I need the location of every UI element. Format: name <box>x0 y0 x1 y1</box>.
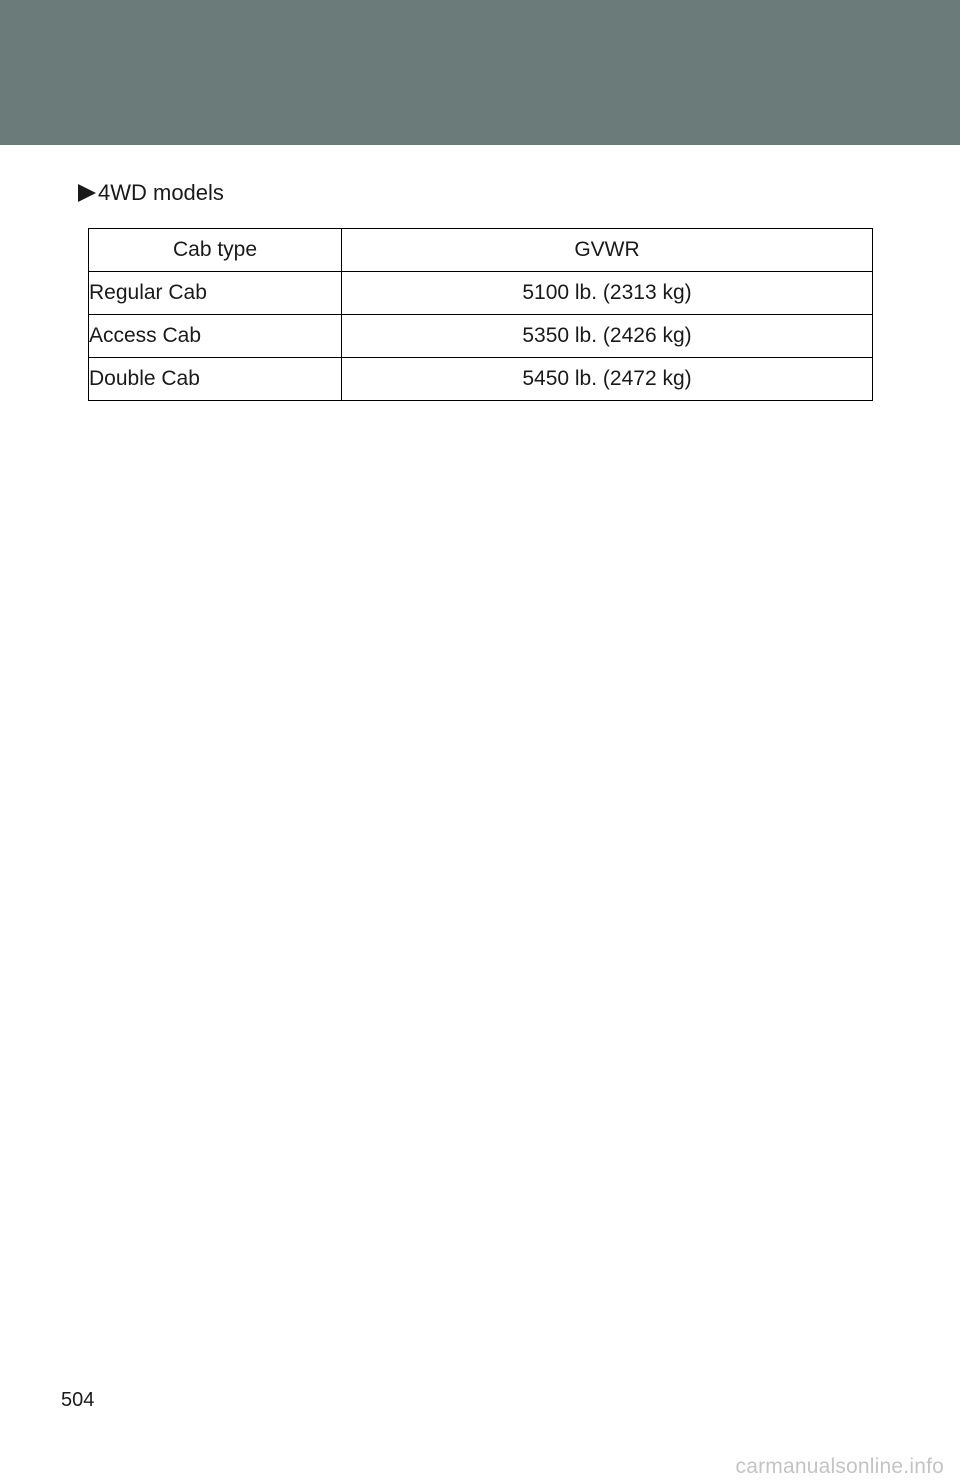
cab-type-cell: Regular Cab <box>89 272 342 315</box>
header-band <box>0 0 960 145</box>
table-row <box>89 272 873 315</box>
table-row <box>89 315 873 358</box>
table-row <box>89 358 873 401</box>
watermark: carmanualsonline.info <box>735 1455 944 1478</box>
gvwr-table <box>88 228 873 401</box>
column-header-gvwr: GVWR <box>342 229 873 272</box>
right-triangle-icon <box>78 184 96 202</box>
page-number: 504 <box>61 1389 95 1411</box>
gvwr-cell: 5450 lb. (2472 kg) <box>342 358 873 401</box>
column-header-cab-type: Cab type <box>89 229 342 272</box>
section-heading <box>78 178 224 208</box>
cab-type-cell: Double Cab <box>89 358 342 401</box>
gvwr-cell: 5350 lb. (2426 kg) <box>342 315 873 358</box>
cab-type-cell: Access Cab <box>89 315 342 358</box>
gvwr-cell: 5100 lb. (2313 kg) <box>342 272 873 315</box>
section-heading-text: 4WD models <box>98 180 224 205</box>
table-header-row <box>89 229 873 272</box>
